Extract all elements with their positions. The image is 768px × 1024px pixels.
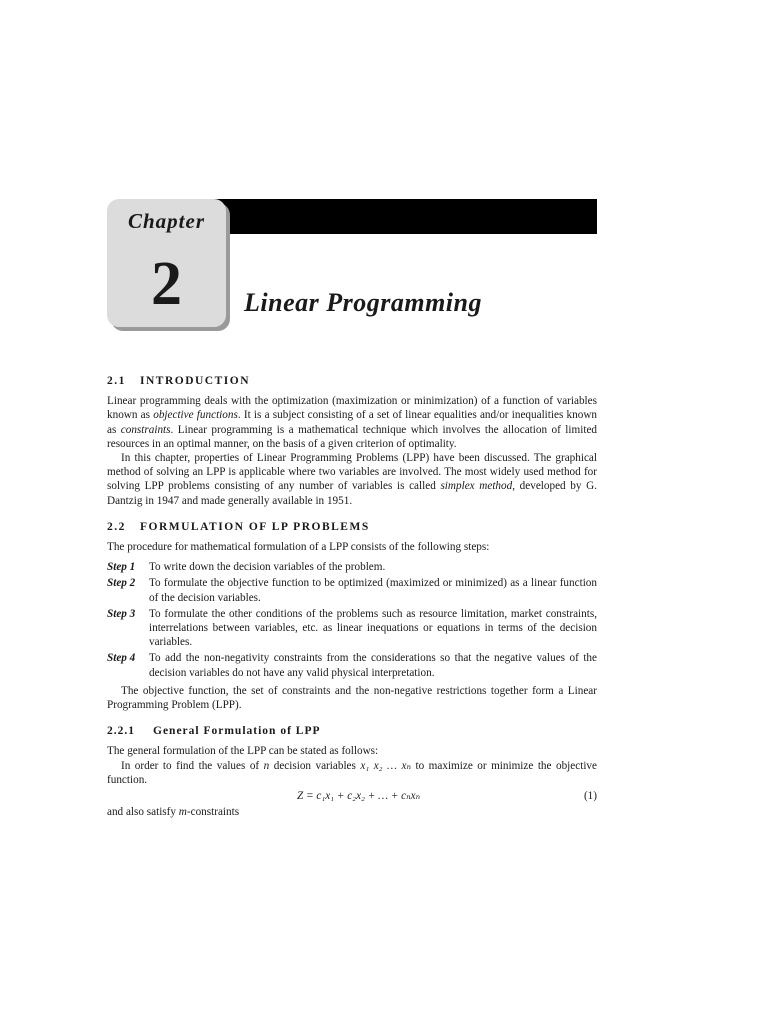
- paragraph: The procedure for mathematical formulation of a LPP consists of the following steps:: [107, 541, 490, 554]
- equation-number: (1): [583, 790, 597, 803]
- chapter-label: Chapter: [127, 209, 205, 233]
- list-item: [107, 651, 597, 679]
- section-heading-2-1: [107, 374, 597, 388]
- steps-list: [107, 560, 597, 680]
- step-text: To add the non-negativity constraints from the considerations so that the negative values of the decision variables do not have any valid physical interpretation.: [149, 652, 597, 679]
- step-text: To formulate the objective function to be optimized (maximized or minimized) as a linear function of the decision variables.: [149, 577, 597, 604]
- section-title: INTRODUCTION: [140, 375, 251, 387]
- list-item: [107, 576, 597, 604]
- paragraph: In order to find the values of n decision variables x₁ x₂ … xₙ to maximize or minimize the objective function.: [107, 759, 597, 786]
- step-label: Step 1: [107, 561, 136, 574]
- paragraph: The general formulation of the LPP can be stated as follows:: [107, 745, 379, 758]
- list-item: [107, 607, 597, 650]
- section-number: 2.1: [107, 375, 126, 387]
- step-text: To write down the decision variables of the problem.: [149, 561, 386, 574]
- paragraph: Linear programming deals with the optimization (maximization or minimization) of a function of variables known as objective functions. It is a subject consisting of a set of linear equalities and/or inequalities known as constraints. Linear programming is a mathematical technique which involves the allocation of limited resources in an optimal manner, on the basis of a given criterion of optimality.: [107, 395, 597, 450]
- subsection-number: 2.2.1: [107, 725, 135, 738]
- paragraph: In this chapter, properties of Linear Programming Problems (LPP) have been discussed. The graphical method of solving an LPP is applicable where two variables are involved. The most widely used method for solving LPP problems consisting of any number of variables is called simplex method, developed by G. Dantzig in 1947 and made generally available in 1951.: [107, 452, 597, 507]
- step-label: Step 4: [107, 652, 136, 665]
- subsection-title: General Formulation of LPP: [153, 725, 321, 738]
- chapter-body: [107, 374, 597, 819]
- chapter-title: Linear Programming: [244, 288, 482, 317]
- chapter-badge: [107, 199, 226, 327]
- step-label: Step 2: [107, 577, 136, 590]
- subsection-heading-2-2-1: [107, 724, 597, 738]
- objective-function-formula: Z = c₁x₁ + c₂x₂ + … + cₙxₙ: [297, 790, 421, 803]
- paragraph: The objective function, the set of constraints and the non-negative restrictions together form a Linear Programming Problem (LPP).: [107, 684, 597, 712]
- section-title: FORMULATION OF LP PROBLEMS: [140, 520, 370, 533]
- chapter-number: 2: [151, 250, 182, 318]
- step-text: To formulate the other conditions of the problems such as resource limitation, market constraints, interrelations between variables, etc. as linear inequations or equations in terms of the decision variables.: [149, 607, 597, 649]
- section-heading-2-2: [107, 520, 597, 534]
- equation-row: [107, 789, 597, 805]
- section-number: 2.2: [107, 520, 126, 533]
- step-label: Step 3: [107, 607, 136, 620]
- list-item: [107, 560, 597, 574]
- paragraph: and also satisfy m-constraints: [107, 806, 240, 819]
